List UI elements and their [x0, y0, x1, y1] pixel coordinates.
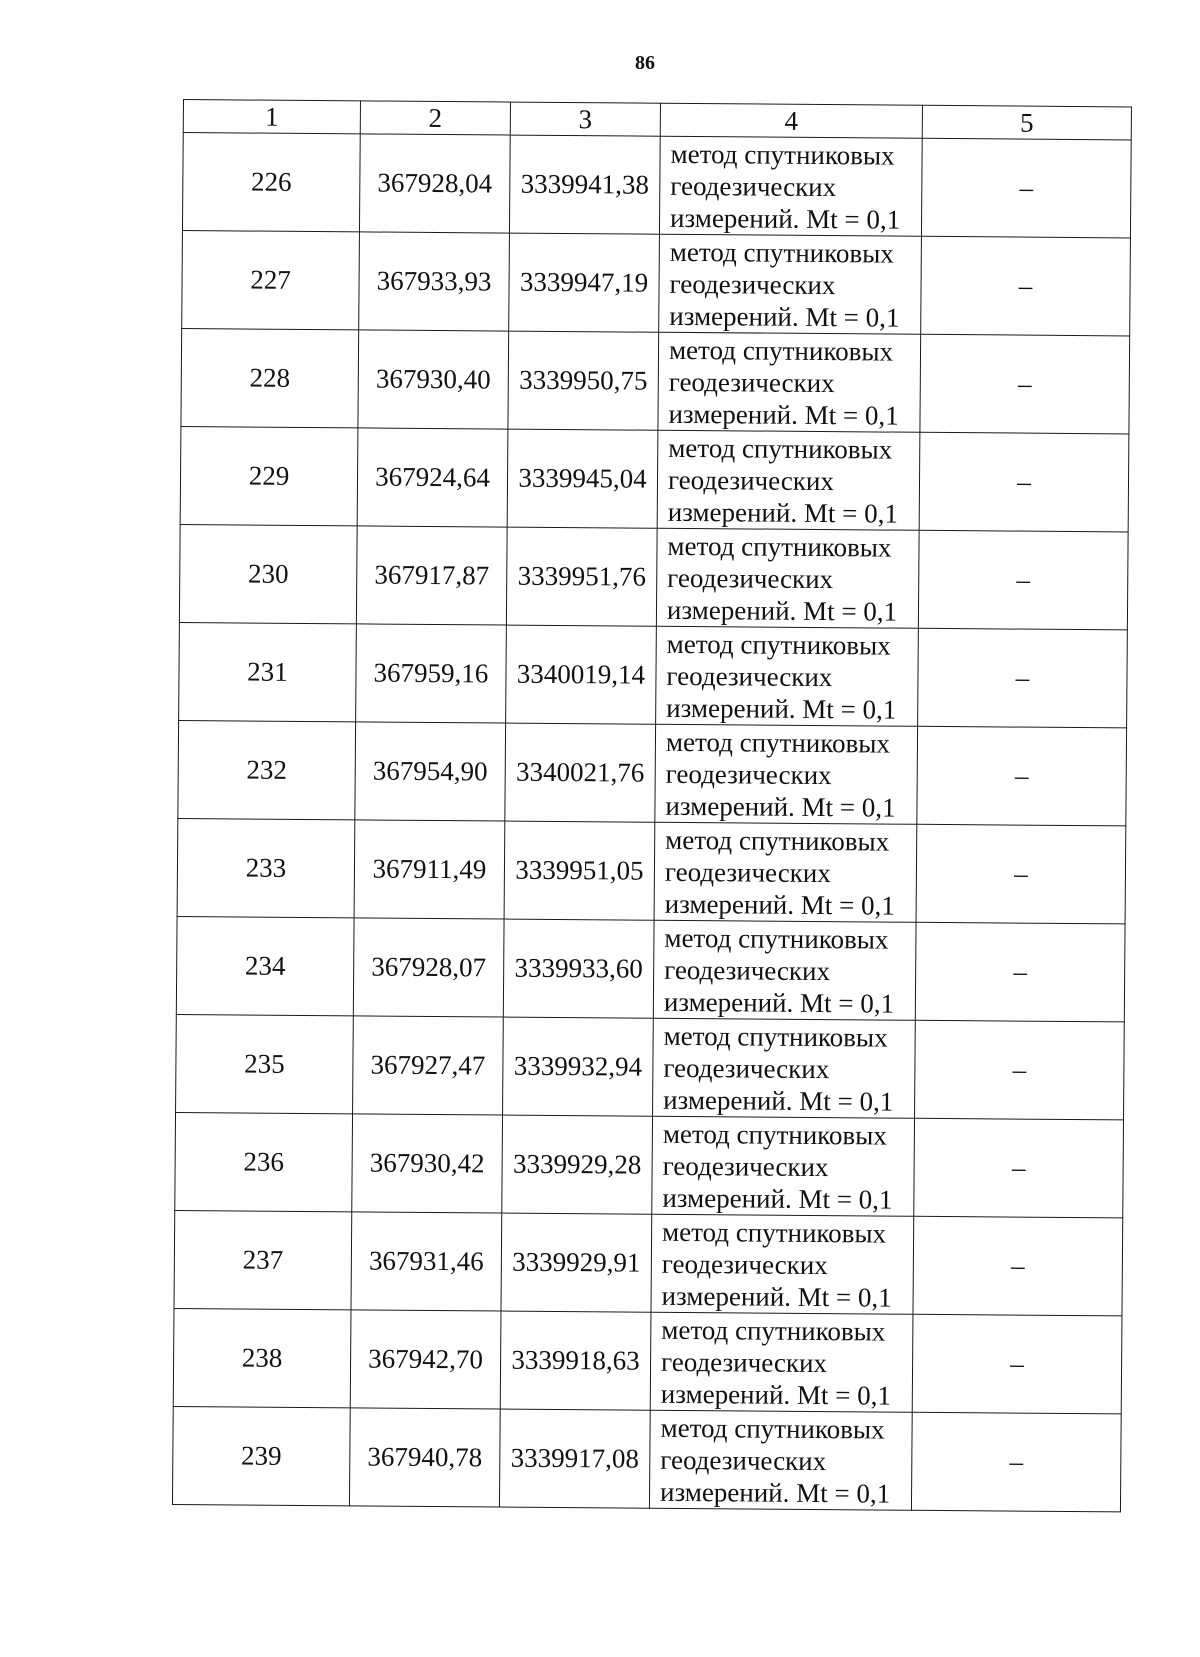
point-number-cell: 231	[179, 622, 357, 721]
method-cell	[657, 430, 920, 530]
method-line: геодезических	[665, 758, 832, 790]
method-line: измерений. Mt = 0,1	[664, 888, 895, 921]
method-line: метод спутниковых	[662, 1216, 887, 1249]
note-cell: –	[918, 628, 1128, 728]
note-cell: –	[918, 530, 1128, 630]
point-number-cell: 229	[180, 426, 358, 525]
note-cell: –	[912, 1314, 1122, 1414]
method-line: геодезических	[664, 856, 831, 888]
method-cell	[655, 724, 918, 824]
method-line: метод спутниковых	[664, 922, 889, 955]
point-number-cell: 238	[173, 1308, 351, 1407]
method-line: геодезических	[670, 170, 837, 202]
x-coordinate-cell: 367942,70	[350, 1310, 501, 1409]
method-cell	[650, 1312, 913, 1412]
method-line: метод спутниковых	[661, 1314, 886, 1347]
table-row	[173, 1308, 1122, 1413]
point-number-cell: 234	[176, 916, 354, 1015]
point-number-cell: 239	[172, 1406, 350, 1505]
method-line: измерений. Mt = 0,1	[666, 594, 898, 627]
table-row	[180, 426, 1129, 531]
method-line: метод спутниковых	[666, 628, 891, 661]
method-line: геодезических	[660, 1444, 827, 1476]
method-line: измерений. Mt = 0,1	[668, 398, 899, 431]
x-coordinate-cell: 367928,04	[359, 134, 510, 233]
y-coordinate-cell: 3340021,76	[505, 723, 656, 822]
method-line: метод спутниковых	[665, 726, 891, 759]
method-cell	[659, 234, 922, 334]
method-cell	[651, 1214, 914, 1314]
point-number-cell: 228	[181, 328, 359, 427]
method-cell	[658, 332, 921, 432]
table-row	[179, 524, 1128, 629]
method-line: метод спутниковых	[670, 138, 895, 171]
table-row	[175, 1112, 1124, 1217]
y-coordinate-cell: 3339929,91	[501, 1213, 652, 1312]
table-row	[179, 622, 1128, 727]
x-coordinate-cell: 367959,16	[356, 624, 507, 723]
method-line: метод спутниковых	[663, 1020, 888, 1053]
method-line: метод спутниковых	[668, 334, 894, 367]
table-row	[176, 916, 1125, 1021]
table-row	[174, 1210, 1123, 1315]
method-line: геодезических	[660, 1346, 828, 1378]
method-cell	[659, 136, 922, 236]
note-cell: –	[917, 726, 1127, 826]
table-row	[177, 818, 1126, 923]
method-line: измерений. Mt = 0,1	[660, 1378, 892, 1411]
method-line: измерений. Mt = 0,1	[667, 496, 899, 529]
note-cell: –	[915, 922, 1125, 1022]
header-cell-3: 3	[510, 102, 660, 136]
method-cell	[652, 1116, 915, 1216]
y-coordinate-cell: 3339945,04	[507, 429, 658, 528]
y-coordinate-cell: 3340019,14	[506, 625, 657, 724]
table-row	[178, 720, 1127, 825]
method-line: метод спутниковых	[665, 824, 890, 857]
method-line: измерений. Mt = 0,1	[665, 790, 896, 823]
x-coordinate-cell: 367940,78	[349, 1408, 500, 1507]
table-row	[182, 133, 1131, 238]
header-cell-2: 2	[360, 101, 510, 135]
note-cell: –	[915, 1020, 1125, 1120]
method-line: измерений. Mt = 0,1	[663, 986, 895, 1019]
note-cell: –	[919, 432, 1129, 532]
header-cell-1: 1	[183, 100, 360, 134]
method-line: измерений. Mt = 0,1	[662, 1182, 893, 1215]
point-number-cell: 235	[176, 1014, 354, 1113]
y-coordinate-cell: 3339929,28	[502, 1115, 653, 1214]
method-line: метод спутниковых	[669, 236, 894, 269]
note-cell: –	[921, 236, 1131, 336]
point-number-cell: 226	[182, 133, 360, 232]
x-coordinate-cell: 367917,87	[356, 526, 507, 625]
method-line: измерений. Mt = 0,1	[663, 1084, 894, 1117]
method-line: метод спутниковых	[660, 1412, 885, 1445]
table-row	[172, 1406, 1121, 1511]
method-line: геодезических	[668, 366, 835, 398]
y-coordinate-cell: 3339951,76	[506, 527, 657, 626]
method-cell	[656, 528, 919, 628]
y-coordinate-cell: 3339917,08	[499, 1409, 650, 1508]
method-line: измерений. Mt = 0,1	[669, 202, 901, 235]
y-coordinate-cell: 3339941,38	[509, 135, 660, 234]
method-line: метод спутниковых	[668, 432, 893, 465]
table-row	[182, 230, 1131, 335]
method-line: геодезических	[663, 1052, 830, 1084]
method-line: измерений. Mt = 0,1	[661, 1280, 892, 1313]
method-cell	[653, 920, 916, 1020]
point-number-cell: 227	[182, 230, 360, 329]
note-cell: –	[920, 334, 1130, 434]
method-line: геодезических	[667, 464, 835, 496]
y-coordinate-cell: 3339918,63	[500, 1311, 651, 1410]
x-coordinate-cell: 367928,07	[353, 918, 504, 1017]
method-line: геодезических	[662, 1150, 829, 1182]
method-line: измерений. Mt = 0,1	[669, 300, 900, 333]
y-coordinate-cell: 3339947,19	[509, 233, 660, 332]
y-coordinate-cell: 3339950,75	[508, 331, 659, 430]
method-line: геодезических	[661, 1248, 828, 1280]
table-body	[172, 100, 1131, 1512]
method-line: измерений. Mt = 0,1	[659, 1476, 891, 1509]
method-line: измерений. Mt = 0,1	[666, 692, 897, 725]
x-coordinate-cell: 367954,90	[355, 722, 506, 821]
y-coordinate-cell: 3339951,05	[504, 821, 655, 920]
method-cell	[649, 1410, 912, 1510]
point-number-cell: 236	[175, 1112, 353, 1211]
note-cell: –	[914, 1118, 1124, 1218]
method-cell	[653, 1018, 916, 1118]
method-line: метод спутниковых	[667, 530, 892, 563]
method-line: геодезических	[666, 660, 833, 692]
method-line: геодезических	[667, 562, 834, 594]
method-cell	[654, 822, 917, 922]
header-cell-4: 4	[660, 103, 922, 138]
point-number-cell: 233	[177, 818, 355, 917]
table-row	[181, 328, 1130, 433]
header-cell-5: 5	[922, 105, 1131, 140]
table-row	[176, 1014, 1125, 1119]
note-cell: –	[911, 1412, 1121, 1512]
point-number-cell: 237	[174, 1210, 352, 1309]
method-line: геодезических	[664, 954, 831, 986]
y-coordinate-cell: 3339932,94	[503, 1017, 654, 1116]
page-number: 86	[635, 52, 655, 74]
x-coordinate-cell: 367927,47	[353, 1016, 504, 1115]
note-cell: –	[913, 1216, 1123, 1316]
coordinates-table	[172, 99, 1132, 1512]
point-number-cell: 230	[179, 524, 357, 623]
x-coordinate-cell: 367931,46	[351, 1212, 502, 1311]
method-cell	[656, 626, 919, 726]
y-coordinate-cell: 3339933,60	[503, 919, 654, 1018]
method-line: метод спутниковых	[662, 1118, 888, 1151]
x-coordinate-cell: 367924,64	[357, 428, 508, 527]
method-line: геодезических	[669, 268, 836, 300]
note-cell: –	[921, 138, 1131, 238]
x-coordinate-cell: 367911,49	[354, 820, 505, 919]
x-coordinate-cell: 367933,93	[359, 232, 510, 331]
note-cell: –	[916, 824, 1126, 924]
point-number-cell: 232	[178, 720, 356, 819]
x-coordinate-cell: 367930,40	[358, 330, 509, 429]
x-coordinate-cell: 367930,42	[352, 1114, 503, 1213]
